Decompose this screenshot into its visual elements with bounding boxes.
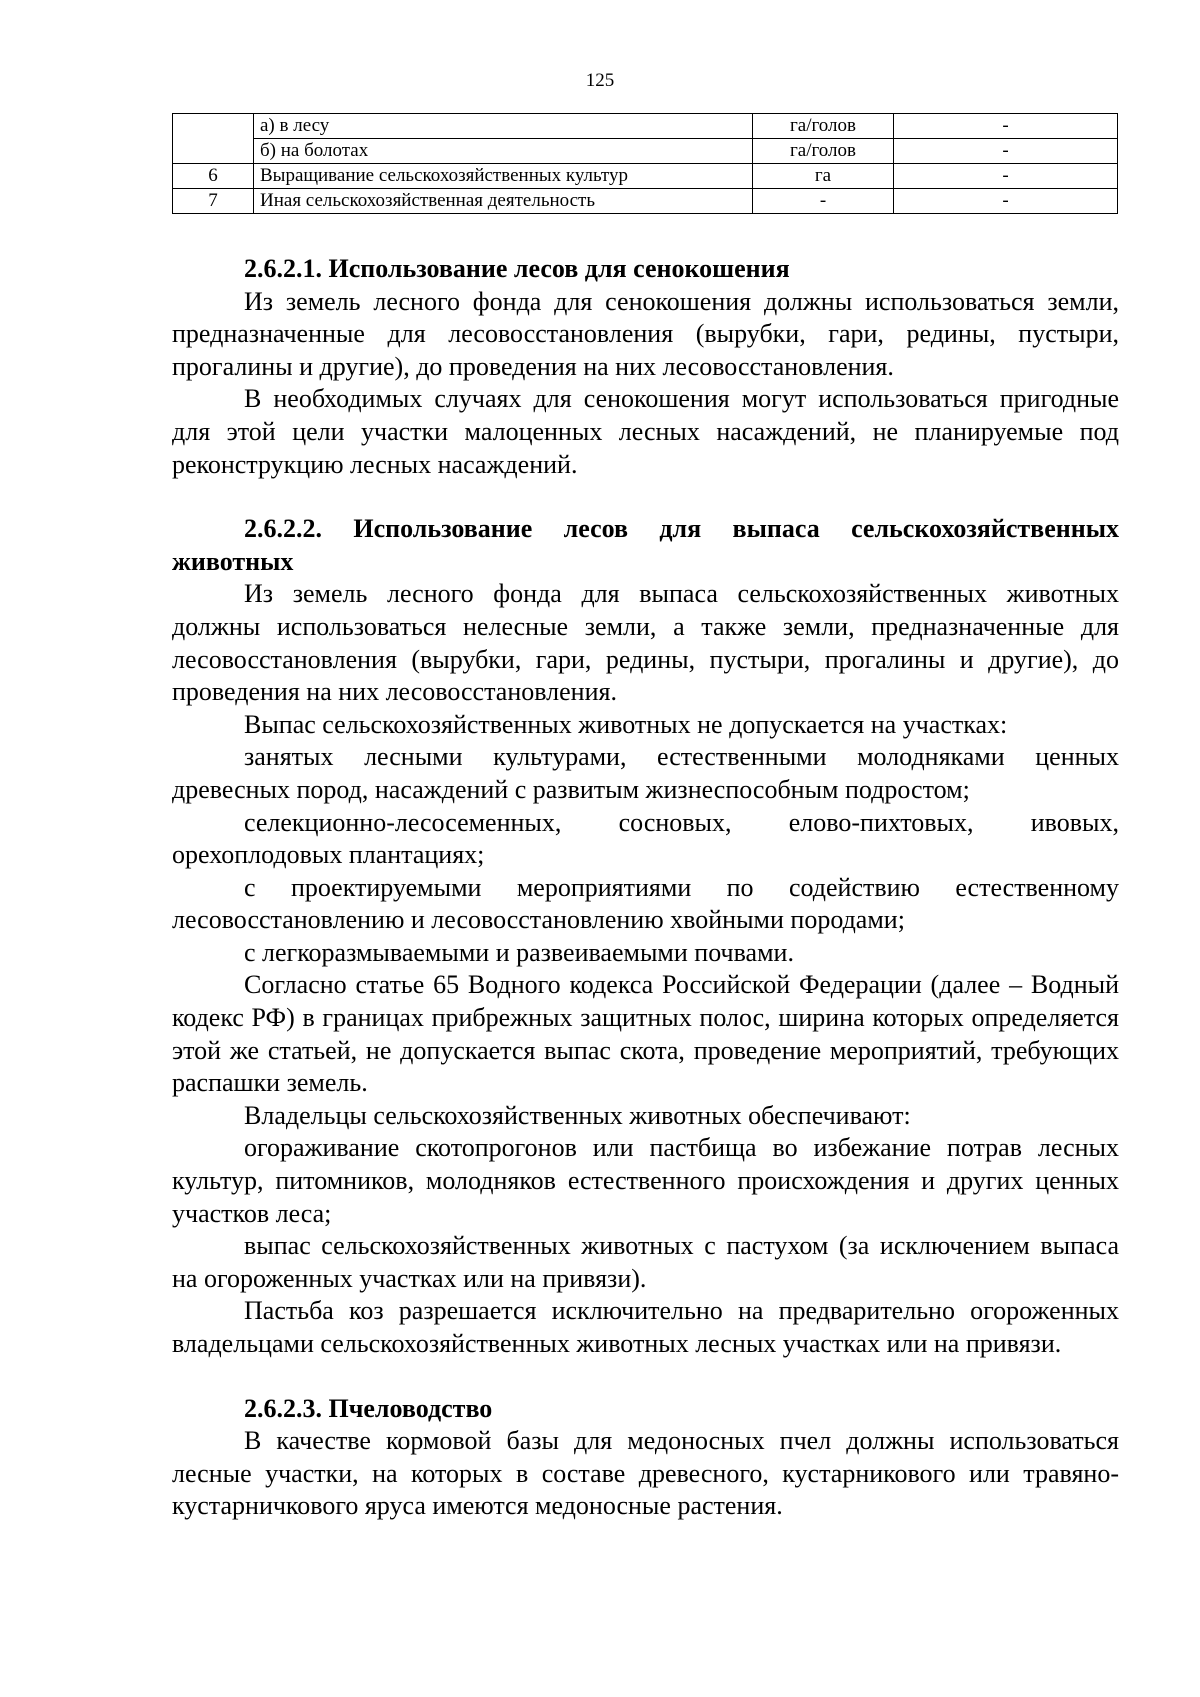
paragraph: Выпас сельскохозяйственных животных не допускается на участках: — [244, 709, 1008, 739]
row-value: - — [894, 139, 1118, 164]
land-use-table — [172, 113, 1118, 214]
paragraph: с легкоразмываемыми и развеиваемыми почвами. — [244, 937, 794, 967]
section-heading: 2.6.2.3. Пчеловодство — [244, 1393, 493, 1423]
row-unit: га — [753, 164, 894, 189]
section-heading: 2.6.2.2. Использование лесов для выпаса сельскохозяйственных животных — [172, 514, 1119, 576]
section-haymaking — [172, 253, 1119, 481]
row-unit: га/голов — [753, 114, 894, 139]
section-grazing — [172, 513, 1119, 1360]
paragraph: выпас сельскохозяйственных животных с пастухом (за исключением выпаса на огороженных участках или на привязи). — [172, 1231, 1119, 1293]
row-number: 6 — [173, 164, 254, 189]
paragraph: Владельцы сельскохозяйственных животных обеспечивают: — [244, 1100, 911, 1130]
paragraph: Пастьба коз разрешается исключительно на предварительно огороженных владельцами сельскохозяйственных животных лесных участках или на привязи. — [172, 1296, 1119, 1358]
row-unit: - — [753, 189, 894, 214]
paragraph: с проектируемыми мероприятиями по содействию естественному лесовосстановлению и лесовосстановлению хвойными породами; — [172, 872, 1119, 935]
table-row — [173, 114, 1118, 139]
paragraph: селекционно-лесосеменных, сосновых, елово-пихтовых, ивовых, орехоплодовых плантациях; — [172, 807, 1119, 870]
row-unit: га/голов — [753, 139, 894, 164]
row-name: Выращивание сельскохозяйственных культур — [254, 164, 753, 189]
row-name: б) на болотах — [254, 139, 753, 164]
row-name: а) в лесу — [254, 114, 753, 139]
section-beekeeping — [172, 1393, 1119, 1523]
table-row — [173, 139, 1118, 164]
row-number: 7 — [173, 189, 254, 214]
paragraph: огораживание скотопрогонов или пастбища во избежание потрав лесных культур, питомников, молодняков естественного происхождения и других ценных участков леса; — [172, 1133, 1119, 1228]
row-name: Иная сельскохозяйственная деятельность — [254, 189, 753, 214]
paragraph: В необходимых случаях для сенокошения могут использоваться пригодные для этой цели участки малоценных лесных насаждений, не планируемые под реконструкцию лесных насаждений. — [172, 384, 1119, 479]
row-number — [173, 139, 254, 164]
paragraph: Из земель лесного фонда для сенокошения должны использоваться земли, предназначенные для лесовосстановления (вырубки, гари, редины, пустыри, прогалины и другие), до проведения на них лесовосстановления. — [172, 286, 1119, 381]
page-number: 125 — [585, 70, 615, 91]
row-value: - — [894, 114, 1118, 139]
table-row — [173, 189, 1118, 214]
paragraph: Из земель лесного фонда для выпаса сельскохозяйственных животных должны использоваться нелесные земли, а также земли, предназначенные для лесовосстановления (вырубки, гари, редины, пустыри, прогалины и другие), до проведения на них лесовосстановления. — [172, 579, 1119, 707]
row-number — [173, 114, 254, 139]
table-row — [173, 164, 1118, 189]
paragraph: Согласно статье 65 Водного кодекса Российской Федерации (далее – Водный кодекс РФ) в границах прибрежных защитных полос, ширина которых определяется этой же статьей, не допускается выпас скота, проведение мероприятий, требующих распашки земель. — [172, 970, 1119, 1098]
row-value: - — [894, 189, 1118, 214]
paragraph: занятых лесными культурами, естественными молодняками ценных древесных пород, насаждений с развитым жизнеспособным подростом; — [172, 742, 1119, 804]
section-heading: 2.6.2.1. Использование лесов для сенокошения — [244, 254, 790, 283]
document-body — [172, 253, 1119, 1523]
paragraph: В качестве кормовой базы для медоносных пчел должны использоваться лесные участки, на которых в составе древесного, кустарникового или травяно-кустарничкового яруса имеются медоносные растения. — [172, 1426, 1119, 1521]
row-value: - — [894, 164, 1118, 189]
